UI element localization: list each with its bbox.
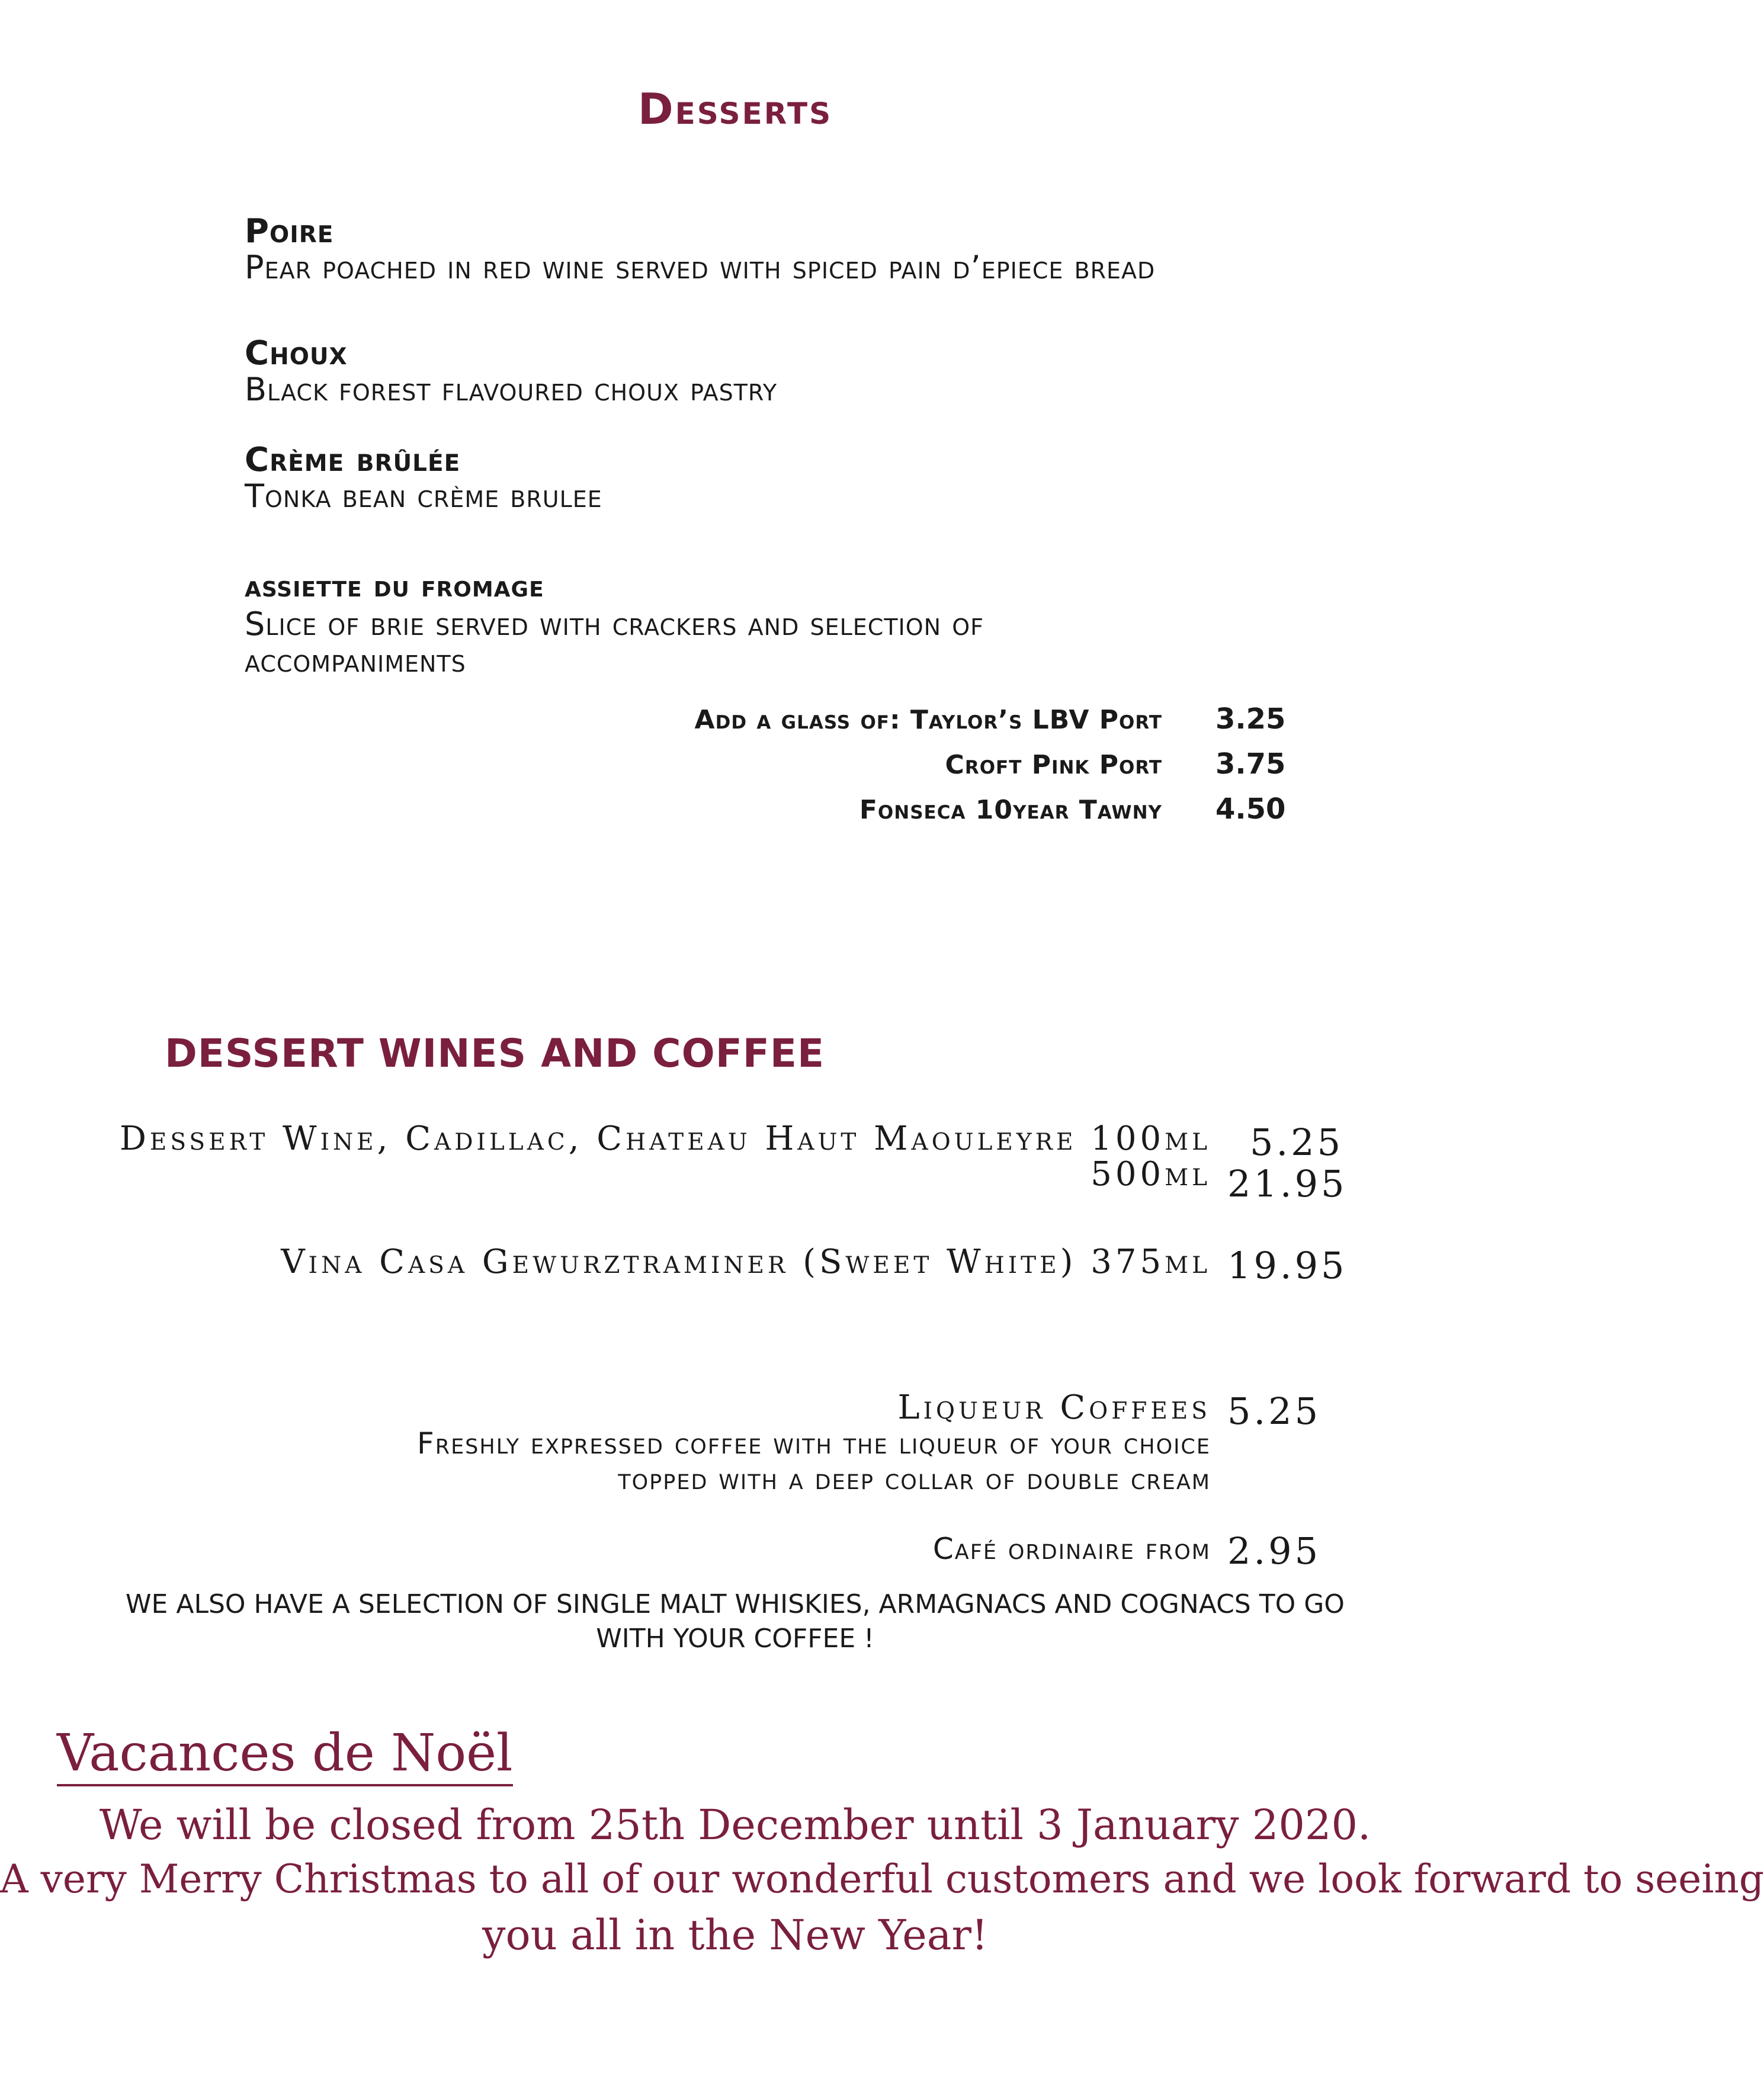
dish-name-creme-brulee: Crème brûlée [245,441,461,479]
dish-description-poire: Pear poached in red wine served with spiced pain d’epiece bread [245,249,1156,286]
dish-description-assiette-line2: accompaniments [245,642,466,679]
cafe-ordinaire-price: 2.95 [1227,1529,1322,1573]
dessert-wine-label: Dessert Wine, Cadillac, Chateau Haut Maouleyre 100ml [119,1119,1211,1158]
christmas-greeting-line2: you all in the New Year! [482,1911,989,1959]
liqueur-coffees-description-line2: topped with a deep collar of double cream [618,1462,1211,1496]
vina-casa-price: 19.95 [1227,1244,1348,1287]
liqueur-coffees-description-line1: Freshly expressed coffee with the liqueur of your choice [416,1426,1211,1461]
desserts-heading: Desserts [637,84,833,134]
dessert-wine-500ml-label: 500ml [1091,1155,1211,1194]
spirits-note-line2: WITH YOUR COFFEE ! [596,1624,874,1654]
vina-casa-label: Vina Casa Gewurztraminer (Sweet White) 375ml [281,1243,1211,1281]
christmas-title: Vacances de Noël [57,1724,513,1786]
port-option-fonseca-price: 4.50 [1215,793,1286,826]
port-option-taylors-label: Add a glass of: Taylor’s LBV Port [694,705,1162,735]
port-option-fonseca-label: Fonseca 10year Tawny [859,795,1162,825]
dish-description-assiette-line1: Slice of brie served with crackers and selection of [245,605,984,643]
christmas-greeting-line: A very Merry Christmas to all of our wonderful customers and we look forward to seeing [0,1856,1764,1902]
dessert-wine-price: 5.25 [1250,1121,1344,1164]
port-option-taylors-price: 3.25 [1215,702,1286,736]
cafe-ordinaire-label: Café ordinaire from [932,1532,1211,1566]
spirits-note-line1: WE ALSO HAVE A SELECTION OF SINGLE MALT WHISKIES, ARMAGNACS AND COGNACS TO GO [126,1589,1345,1619]
spirits-note [0,1587,1470,1656]
dish-description-choux: Black forest flavoured choux pastry [245,371,778,408]
port-option-croft-label: Croft Pink Port [945,750,1162,780]
liqueur-coffees-price: 5.25 [1227,1390,1322,1433]
port-option-croft-price: 3.75 [1215,747,1286,781]
dish-name-poire: Poire [245,212,334,251]
dish-description-creme-brulee: Tonka bean crème brulee [245,477,602,515]
dessert-wine-500ml-price: 21.95 [1227,1162,1348,1205]
dish-name-assiette-du-fromage: assiette du fromage [245,569,544,604]
liqueur-coffees-label: Liqueur Coffees [897,1388,1211,1427]
christmas-closure-line: We will be closed from 25th December until 3 January 2020. [99,1801,1371,1849]
dish-name-choux: Choux [245,334,348,373]
wines-coffee-heading: DESSERT WINES AND COFFEE [165,1031,825,1076]
